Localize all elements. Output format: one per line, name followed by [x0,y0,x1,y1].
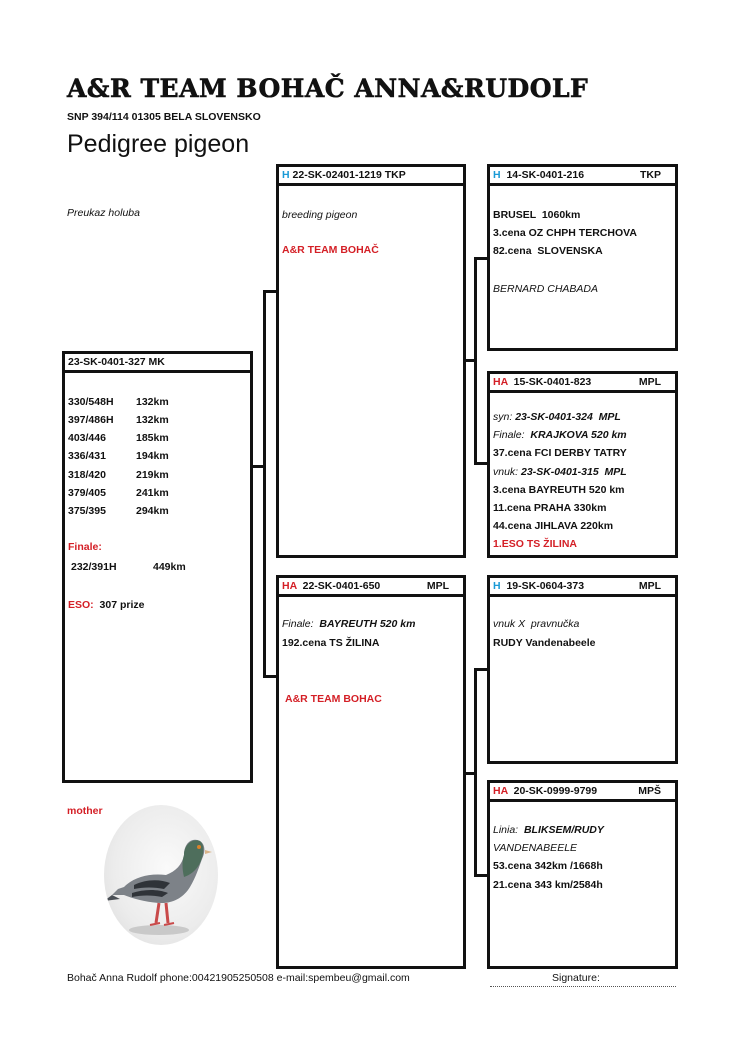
dam-ring: HA 22-SK-0401-650 MPL [279,578,463,597]
result-row-7: 375/395 294km [68,505,169,517]
ss-line-2: 3.cena OZ CHPH TERCHOVA [493,227,637,239]
connector-sd [474,462,487,465]
preukaz-label: Preukaz holuba [67,207,140,219]
dd-linia: Linia: BLIKSEM/RUDY [493,824,604,836]
sd-line-3: 37.cena FCI DERBY TATRY [493,447,627,459]
connector-dam [263,675,276,678]
main-bird-ring: 23-SK-0401-327 MK [65,354,250,373]
finale-label: Finale: [68,541,102,553]
ss-line-1: BRUSEL 1060km [493,209,581,221]
sd-line-7: 44.cena JIHLAVA 220km [493,520,614,532]
ss-line-4: BERNARD CHABADA [493,283,599,295]
dam-result: 192.cena TS ŽILINA [282,637,380,649]
sire-box [276,164,466,558]
breeder-title: A&R TEAM BOHAČ ANNA&RUDOLF [67,74,589,103]
mother-label: mother [67,805,103,817]
sd-line-5: 3.cena BAYREUTH 520 km [493,484,625,496]
pigeon-icon [104,805,218,945]
result-row-2: 397/486H 132km [68,414,169,426]
connector-ds [474,668,487,671]
result-row-5: 318/420 219km [68,469,169,481]
ss-line-3: 82.cena SLOVENSKA [493,245,603,257]
sire-sire-box [487,164,678,351]
ds-line-1: vnuk X pravnučka [493,618,580,630]
ds-line-2: RUDY Vandenabeele [493,637,596,649]
signature-line [490,986,676,987]
result-row-4: 336/431 194km [68,450,169,462]
dam-sire-box [487,575,678,764]
connector-dd [474,874,487,877]
connector-main-vertical [263,290,266,677]
dam-team: A&R TEAM BOHAC [285,693,382,705]
sire-note: breeding pigeon [282,209,358,221]
main-bird-box [62,351,253,783]
dd-line-3: 53.cena 342km /1668h [493,860,603,872]
dam-finale: Finale: BAYREUTH 520 km [282,618,416,630]
connector-ss [474,257,487,260]
dd-ring: HA 20-SK-0999-9799 MPŠ [490,783,675,802]
finale-result: 232/391H 449km [71,561,186,573]
ds-ring: H 19-SK-0604-373 MPL [490,578,675,597]
dam-dam-box [487,780,678,969]
sd-ring: HA 15-SK-0401-823 MPL [490,374,675,393]
page-title: Pedigree pigeon [67,130,250,158]
sd-syn: syn: 23-SK-0401-324 MPL [493,411,621,423]
connector-dam-vertical [474,668,477,877]
result-row-6: 379/405 241km [68,487,169,499]
breeder-address: SNP 394/114 01305 BELA SLOVENSKO [67,111,261,123]
signature-label: Signature: [552,972,600,984]
sd-line-8: 1.ESO TS ŽILINA [493,538,578,550]
connector-sire [263,290,276,293]
dd-line-2: VANDENABEELE [493,842,578,854]
footer-contact: Bohač Anna Rudolf phone:00421905250508 e-mail:spembeu@gmail.com [67,972,410,984]
ss-ring: H 14-SK-0401-216 TKP [490,167,675,186]
sd-finale: Finale: KRAJKOVA 520 km [493,429,627,441]
dd-line-4: 21.cena 343 km/2584h [493,879,603,891]
sire-team: A&R TEAM BOHAČ [282,244,379,256]
result-row-3: 403/446 185km [68,432,169,444]
sd-vnuk: vnuk: 23-SK-0401-315 MPL [493,466,627,478]
sire-ring: H 22-SK-02401-1219 TKP [279,167,463,186]
sire-dam-box [487,371,678,558]
eso-row: ESO: 307 prize [68,599,145,611]
pigeon-photo [104,805,218,945]
result-row-1: 330/548H 132km [68,396,169,408]
sd-line-6: 11.cena PRAHA 330km [493,502,607,514]
connector-sire-vertical [474,257,477,464]
dam-box [276,575,466,969]
